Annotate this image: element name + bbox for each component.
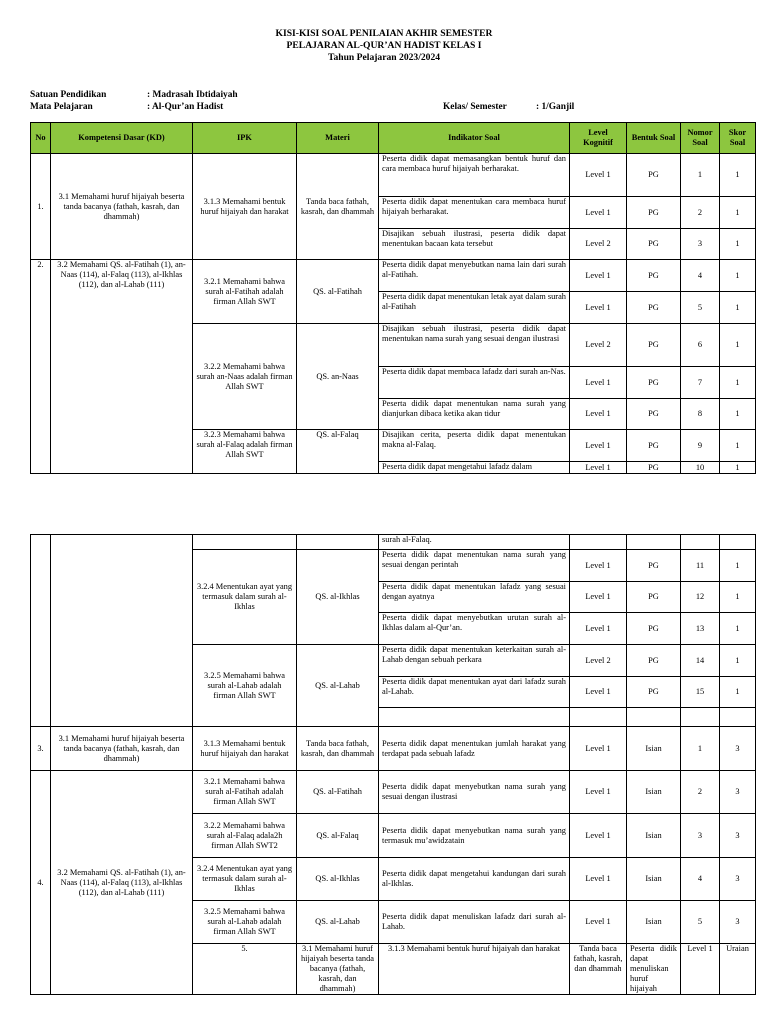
bentuk-cell: PG <box>627 582 681 613</box>
level-cell: Level 1 <box>570 814 627 858</box>
nomor-cell: 1 <box>681 727 720 771</box>
indikator-cell: Peserta didik dapat menentukan jumlah harakat yang terdapat pada sebuah lafadz <box>379 727 570 771</box>
indikator-cell: Peserta didik dapat menentukan letak ayat dalam surah al-Fatihah <box>379 292 570 324</box>
indikator-cell: Peserta didik dapat menuliskan huruf hijaiyah <box>627 944 681 995</box>
level-cell: Level 1 <box>570 901 627 944</box>
empty-cell <box>720 708 756 727</box>
row-number: 2. <box>31 260 51 474</box>
ipk-cell: 3.2.1 Memahami bahwa surah al-Fatihah adalah firman Allah SWT <box>193 260 297 324</box>
col-header-kd: Kompetensi Dasar (KD) <box>51 123 193 154</box>
bentuk-cell: Isian <box>627 771 681 814</box>
empty-cell <box>51 535 193 727</box>
ipk-cell: 3.2.4 Menentukan ayat yang termasuk dalam surah al-Ikhlas <box>193 858 297 901</box>
row-number: 1. <box>31 154 51 260</box>
satuan-value: : Madrasah Ibtidaiyah <box>147 90 238 100</box>
table-row <box>31 260 756 292</box>
indikator-cell: Peserta didik dapat menyebutkan nama lain dari surah al-Fatihah. <box>379 260 570 292</box>
bentuk-cell: Isian <box>627 814 681 858</box>
level-cell: Level 1 <box>570 260 627 292</box>
nomor-cell: 9 <box>681 430 720 462</box>
skor-cell: 1 <box>720 399 756 430</box>
skor-cell: 1 <box>720 645 756 677</box>
col-header-ipk: IPK <box>193 123 297 154</box>
nomor-cell: 11 <box>681 550 720 582</box>
skor-cell: 3 <box>720 771 756 814</box>
bentuk-cell: Isian <box>627 858 681 901</box>
skor-cell: 1 <box>720 292 756 324</box>
indikator-cell: Disajikan cerita, peserta didik dapat menentukan makna al-Falaq. <box>379 430 570 462</box>
level-cell: Level 1 <box>570 858 627 901</box>
materi-cell: QS. al-Fatihah <box>297 260 379 324</box>
skor-cell: 1 <box>720 367 756 399</box>
skor-cell: 3 <box>720 901 756 944</box>
nomor-cell: 3 <box>681 229 720 260</box>
indikator-cell: Peserta didik dapat memasangkan bentuk huruf dan cara membaca huruf hijaiyah berharakat. <box>379 154 570 197</box>
ipk-cell: 3.1.3 Memahami bentuk huruf hijaiyah dan harakat <box>193 727 297 771</box>
row-number: 5. <box>193 944 297 995</box>
level-cell: Level 1 <box>570 771 627 814</box>
level-cell: Level 1 <box>570 154 627 197</box>
bentuk-cell: PG <box>627 260 681 292</box>
materi-cell: QS. al-Ikhlas <box>297 550 379 645</box>
indikator-cell: Peserta didik dapat mengetahui lafadz dalam <box>379 462 570 474</box>
ipk-cell: 3.2.2 Memahami bahwa surah al-Falaq adala2h firman Allah SWT2 <box>193 814 297 858</box>
level-cell: Level 1 <box>570 550 627 582</box>
ipk-cell: 3.1.3 Memahami bentuk huruf hijaiyah dan harakat <box>379 944 570 995</box>
nomor-cell: 1 <box>681 154 720 197</box>
title-line-1: KISI-KISI SOAL PENILAIAN AKHIR SEMESTER <box>275 28 493 39</box>
skor-cell: 3 <box>720 727 756 771</box>
empty-cell <box>570 708 627 727</box>
ipk-cell: 3.2.5 Memahami bahwa surah al-Lahab adalah firman Allah SWT <box>193 645 297 727</box>
skor-cell: 1 <box>720 677 756 708</box>
col-header-nomor: Nomor Soal <box>681 123 720 154</box>
bentuk-cell: PG <box>627 645 681 677</box>
skor-cell: 1 <box>720 550 756 582</box>
bentuk-cell: PG <box>627 462 681 474</box>
indikator-cell: Disajikan sebuah ilustrasi, peserta didik dapat menentukan bacaan kata tersebut <box>379 229 570 260</box>
ipk-cell: 3.2.2 Memahami bahwa surah an-Naas adalah firman Allah SWT <box>193 324 297 430</box>
table-header-row <box>31 123 756 154</box>
bentuk-cell: PG <box>627 677 681 708</box>
ipk-cell: 3.2.1 Memahami bahwa surah al-Fatihah adalah firman Allah SWT <box>193 771 297 814</box>
nomor-cell: 4 <box>681 858 720 901</box>
col-header-materi: Materi <box>297 123 379 154</box>
skor-cell: 1 <box>720 197 756 229</box>
nomor-cell: 5 <box>681 901 720 944</box>
nomor-cell: 6 <box>681 324 720 367</box>
kelas-label: Kelas/ Semester <box>443 102 507 112</box>
level-cell: Level 2 <box>570 645 627 677</box>
indikator-cell: Peserta didik dapat menyebutkan nama surah yang sesuai dengan ilustrasi <box>379 771 570 814</box>
ipk-cell: 3.2.4 Menentukan ayat yang termasuk dalam surah al-Ikhlas <box>193 550 297 645</box>
level-cell: Level 1 <box>570 292 627 324</box>
ipk-cell: 3.2.5 Memahami bahwa surah al-Lahab adalah firman Allah SWT <box>193 901 297 944</box>
bentuk-cell: PG <box>627 367 681 399</box>
indikator-cell: Peserta didik dapat menuliskan lafadz dari surah al-Lahab. <box>379 901 570 944</box>
level-cell: Level 1 <box>570 197 627 229</box>
col-header-skor: Skor Soal <box>720 123 756 154</box>
ipk-cell: 3.2.3 Memahami bahwa surah al-Falaq adalah firman Allah SWT <box>193 430 297 474</box>
kelas-value: : 1/Ganjil <box>536 102 575 112</box>
materi-cell: QS. al-Lahab <box>297 645 379 727</box>
nomor-cell: 5 <box>681 292 720 324</box>
row-number: 3. <box>31 727 51 771</box>
materi-cell: QS. an-Naas <box>297 324 379 430</box>
skor-cell: 1 <box>720 154 756 197</box>
empty-cell <box>681 708 720 727</box>
empty-cell <box>720 535 756 550</box>
level-cell: Level 2 <box>570 324 627 367</box>
nomor-cell: 8 <box>681 399 720 430</box>
materi-cell: QS. al-Falaq <box>297 814 379 858</box>
skor-cell: 3 <box>720 814 756 858</box>
bentuk-cell: PG <box>627 292 681 324</box>
bentuk-cell: PG <box>627 197 681 229</box>
indikator-cell: Peserta didik dapat menentukan keterkaitan surah al-Lahab dengan sebuah perkara <box>379 645 570 677</box>
nomor-cell: 13 <box>681 613 720 645</box>
empty-cell <box>627 535 681 550</box>
skor-cell: 1 <box>720 229 756 260</box>
level-cell: Level 1 <box>681 944 720 995</box>
materi-cell: Tanda baca fathah, kasrah, dan dhammah <box>570 944 627 995</box>
bentuk-cell: Uraian <box>720 944 756 995</box>
kisi-kisi-table-page-1 <box>30 122 756 474</box>
materi-cell: Tanda baca fathah, kasrah, dan dhammah <box>297 727 379 771</box>
bentuk-cell: PG <box>627 613 681 645</box>
bentuk-cell: PG <box>627 229 681 260</box>
kisi-kisi-table-page-2 <box>30 534 756 995</box>
document-title <box>0 28 768 64</box>
level-cell: Level 1 <box>570 367 627 399</box>
empty-cell <box>31 535 51 727</box>
table-row <box>31 771 756 814</box>
indikator-cell: Peserta didik dapat menentukan lafadz yang sesuai dengan ayatnya <box>379 582 570 613</box>
kd-cell: 3.2 Memahami QS. al-Fatihah (1), an-Naas (114), al-Falaq (113), al-Ikhlas (112), dan al-Lahab (111) <box>51 260 193 474</box>
ipk-cell: 3.1.3 Memahami bentuk huruf hijaiyah dan harakat <box>193 154 297 260</box>
level-cell: Level 1 <box>570 399 627 430</box>
empty-cell <box>297 535 379 550</box>
mapel-value: : Al-Qur’an Hadist <box>147 102 224 112</box>
empty-cell <box>627 708 681 727</box>
bentuk-cell: Isian <box>627 901 681 944</box>
title-line-2: PELAJARAN AL-QUR’AN HADIST KELAS I <box>286 40 482 51</box>
skor-cell: 1 <box>720 260 756 292</box>
empty-cell <box>193 535 297 550</box>
bentuk-cell: PG <box>627 430 681 462</box>
materi-cell: QS. al-Falaq <box>297 430 379 474</box>
materi-cell: QS. al-Ikhlas <box>297 858 379 901</box>
table-row <box>31 727 756 771</box>
indikator-cell: Peserta didik dapat menentukan nama surah yang sesuai dengan perintah <box>379 550 570 582</box>
empty-cell <box>379 708 570 727</box>
table-row <box>31 535 756 550</box>
bentuk-cell: PG <box>627 550 681 582</box>
col-header-level: Level Kognitif <box>570 123 627 154</box>
indikator-cell: Peserta didik dapat menentukan nama surah yang dianjurkan dibaca ketika akan tidur <box>379 399 570 430</box>
skor-cell: 1 <box>720 582 756 613</box>
kd-cell: 3.1 Memahami huruf hijaiyah beserta tanda bacanya (fathah, kasrah, dan dhammah) <box>51 154 193 260</box>
level-cell: Level 1 <box>570 613 627 645</box>
skor-cell: 1 <box>720 613 756 645</box>
kd-cell: 3.1 Memahami huruf hijaiyah beserta tanda bacanya (fathah, kasrah, dan dhammah) <box>51 727 193 771</box>
level-cell: Level 2 <box>570 229 627 260</box>
kd-cell: 3.2 Memahami QS. al-Fatihah (1), an-Naas (114), al-Falaq (113), al-Ikhlas (112), dan al-Lahab (111) <box>51 771 193 995</box>
col-header-bentuk: Bentuk Soal <box>627 123 681 154</box>
materi-cell: QS. al-Fatihah <box>297 771 379 814</box>
skor-cell: 1 <box>720 430 756 462</box>
indikator-cell: Peserta didik dapat menentukan ayat dari lafadz surah al-Lahab. <box>379 677 570 708</box>
nomor-cell: 2 <box>681 197 720 229</box>
level-cell: Level 1 <box>570 462 627 474</box>
kd-cell: 3.1 Memahami huruf hijaiyah beserta tanda bacanya (fathah, kasrah, dan dhammah) <box>297 944 379 995</box>
satuan-label: Satuan Pendidikan <box>30 90 107 100</box>
bentuk-cell: Isian <box>627 727 681 771</box>
nomor-cell: 2 <box>681 771 720 814</box>
level-cell: Level 1 <box>570 582 627 613</box>
nomor-cell: 10 <box>681 462 720 474</box>
empty-cell <box>570 535 627 550</box>
col-header-indikator: Indikator Soal <box>379 123 570 154</box>
nomor-cell: 15 <box>681 677 720 708</box>
bentuk-cell: PG <box>627 324 681 367</box>
skor-cell: 1 <box>720 324 756 367</box>
skor-cell: 1 <box>720 462 756 474</box>
nomor-cell: 12 <box>681 582 720 613</box>
indikator-cell: Peserta didik dapat membaca lafadz dari surah an-Nas. <box>379 367 570 399</box>
materi-cell: Tanda baca fathah, kasrah, dan dhammah <box>297 154 379 260</box>
level-cell: Level 1 <box>570 430 627 462</box>
level-cell: Level 1 <box>570 677 627 708</box>
mapel-label: Mata Pelajaran <box>30 102 93 112</box>
skor-cell: 3 <box>720 858 756 901</box>
table-row <box>31 154 756 197</box>
indikator-cell: Peserta didik dapat menentukan cara membaca huruf hijaiyah berharakat. <box>379 197 570 229</box>
bentuk-cell: PG <box>627 154 681 197</box>
col-header-no: No <box>31 123 51 154</box>
indikator-cell: Peserta didik dapat mengetahui kandungan dari surah al-Ikhlas. <box>379 858 570 901</box>
level-cell: Level 1 <box>570 727 627 771</box>
nomor-cell: 3 <box>681 814 720 858</box>
materi-cell: QS. al-Lahab <box>297 901 379 944</box>
nomor-cell: 7 <box>681 367 720 399</box>
indikator-cell: Peserta didik dapat menyebutkan nama surah yang termasuk mu’awidzatain <box>379 814 570 858</box>
nomor-cell: 14 <box>681 645 720 677</box>
nomor-cell: 4 <box>681 260 720 292</box>
row-number: 4. <box>31 771 51 995</box>
bentuk-cell: PG <box>627 399 681 430</box>
title-line-3: Tahun Pelajaran 2023/2024 <box>327 52 441 63</box>
indikator-cell: Disajikan sebuah ilustrasi, peserta didik dapat menentukan nama surah yang sesuai dengan ilustrasi <box>379 324 570 367</box>
indikator-cell: Peserta didik dapat menyebutkan urutan surah al-Ikhlas dalam al-Qur’an. <box>379 613 570 645</box>
empty-cell <box>681 535 720 550</box>
indikator-cell: surah al-Falaq. <box>379 535 570 550</box>
